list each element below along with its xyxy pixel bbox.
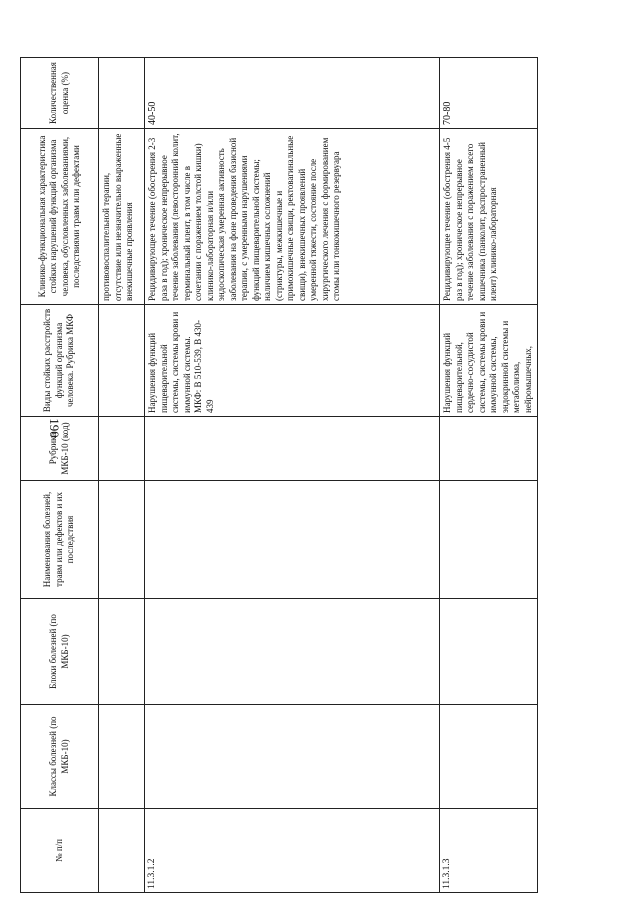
row-characteristic: Рецидивирующее течение (обострения 4-5 раз в год); хроническое непрерывное течение заболевания с поражением всего кишечника (панколит, распространенный илеит) клинико-лабораторная <box>440 129 538 305</box>
row-names <box>99 481 145 599</box>
row-rubric <box>145 417 440 481</box>
header-rating: Количественная оценка (%) <box>21 58 99 129</box>
header-num: № п/п <box>21 809 99 893</box>
row-characteristic: противовоспалительной терапии, отсутствие или незначительно выраженные внекишечные проявления <box>99 129 145 305</box>
row-blocks <box>99 599 145 705</box>
header-blocks: Блоки болезней (по МКБ-10) <box>21 599 99 705</box>
table-row <box>99 58 145 893</box>
row-num: 11.3.1.2 <box>145 809 440 893</box>
header-rubric: Рубрика МКБ-10 (код) <box>21 417 99 481</box>
header-names: Наименования болезней, травм или дефектов и их последствия <box>21 481 99 599</box>
row-rubric <box>99 417 145 481</box>
row-classes <box>99 705 145 809</box>
row-blocks <box>145 599 440 705</box>
table-row <box>440 58 538 893</box>
table-row <box>145 58 440 893</box>
row-classes <box>145 705 440 809</box>
header-classes: Классы болезней (по МКБ-10) <box>21 705 99 809</box>
row-types: Нарушения функций пищеварительной, сердечно-сосудистой системы, системы крови и иммунной системы, эндокринной системы и метаболизма, нейромышечных, <box>440 305 538 417</box>
header-characteristic: Клинико-функциональная характеристика стойких нарушений функций организма человека, обусловленных заболеваниями, последствиями травм или дефектами <box>21 129 99 305</box>
row-rubric <box>440 417 538 481</box>
header-types: Виды стойких расстройств функций организма человека. Рубрика МКФ <box>21 305 99 417</box>
page-number: 190 <box>47 418 62 438</box>
row-blocks <box>440 599 538 705</box>
row-rating <box>99 58 145 129</box>
row-rating: 70-80 <box>440 58 538 129</box>
row-names <box>145 481 440 599</box>
row-num <box>99 809 145 893</box>
row-names <box>440 481 538 599</box>
row-types: Нарушения функций пищеварительной системы, системы крови и иммунной системы. МКФ: B 510-539, B 430-439 <box>145 305 440 417</box>
row-characteristic: Рецидивирующее течение (обострения 2-3 раза в год); хроническое непрерывное течение заболевания (левосторонний колит, терминальный илеит, в том числе в сочетании с поражением толстой кишки) клинико-лабораторная и/или эндоскопическая умеренная активность заболевания на фоне проведения базисной терапии, с умеренными нарушениями функций пищеварительной системы; наличием кишечных осложнений (стриктуры, межкишечные и примокишечные свищи, ректовагинальные свищи), внекишечных проявлений умеренной тяжести, состояние после хирургического лечения с формированием стомы или тонкокишечного резервуара <box>145 129 440 305</box>
classification-table <box>20 57 538 893</box>
row-classes <box>440 705 538 809</box>
row-rating: 40-50 <box>145 58 440 129</box>
rotated-table-container <box>20 58 538 893</box>
header-row <box>21 58 99 893</box>
row-num: 11.3.1.3 <box>440 809 538 893</box>
row-types <box>99 305 145 417</box>
